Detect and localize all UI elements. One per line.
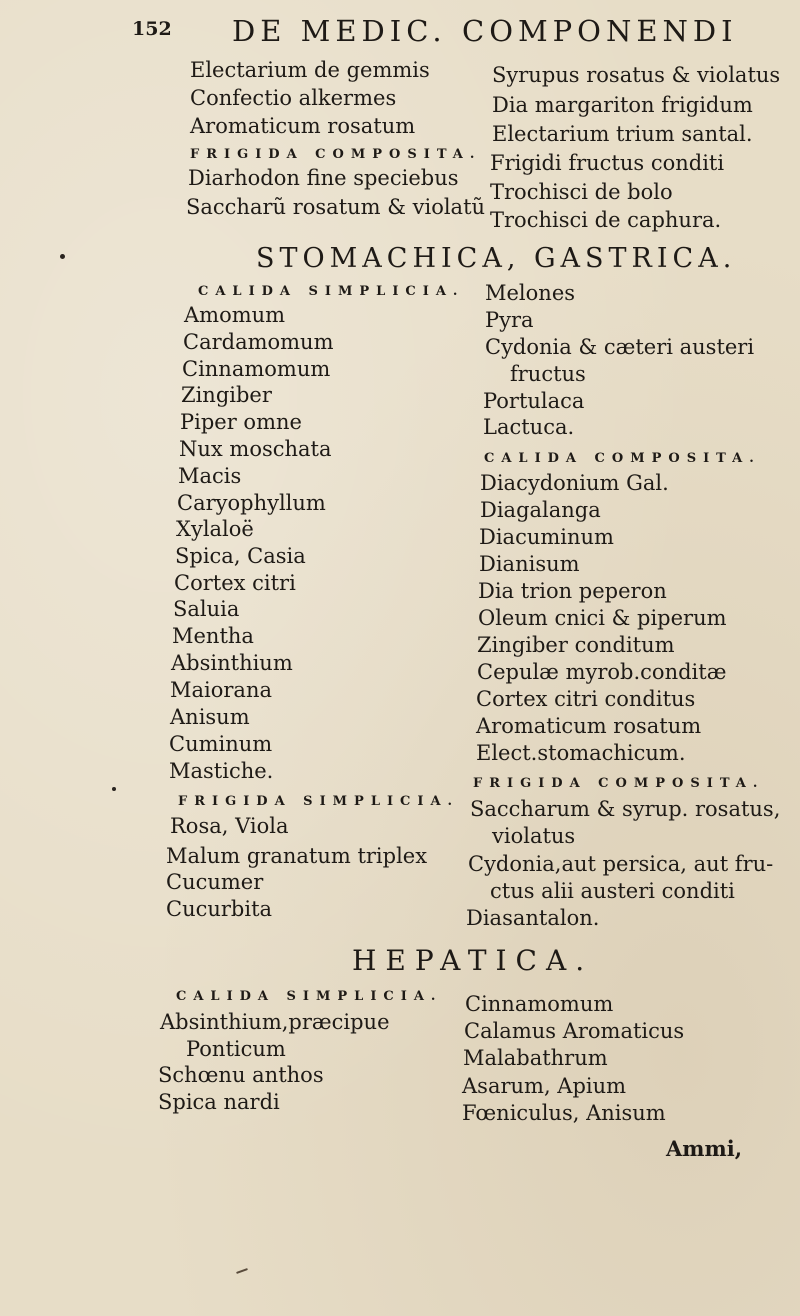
text-line: Absinthium,præcipue [160,1010,390,1034]
text-line: Electarium trium santal. [492,122,753,146]
text-line: Dianisum [479,552,580,576]
text-line: Diacuminum [479,525,614,549]
text-line: Cardamomum [183,330,334,354]
text-line: Xylaloë [176,517,254,541]
text-line: Cortex citri conditus [476,687,696,711]
text-line: Cucumer [166,870,264,894]
text-line: Cucurbita [166,897,273,921]
text-line: Saccharum & syrup. rosatus, [470,797,781,821]
text-line: Maiorana [170,678,272,702]
text-line: Pyra [485,308,534,332]
text-line: Spica, Casia [175,544,306,568]
ink-speck [236,1268,248,1274]
text-line: Malum granatum triplex [166,844,428,868]
text-line: Elect.stomachicum. [476,741,686,765]
text-line: violatus [492,824,576,848]
text-line: Caryophyllum [177,491,326,515]
catchword: Ammi, [666,1136,743,1161]
text-line: Zingiber conditum [477,633,675,657]
text-line: Aromaticum rosatum [190,114,416,138]
text-line: ctus alii austeri conditi [490,879,735,903]
text-line: Syrupus rosatus & violatus [492,63,781,87]
text-line: Cinnamomum [465,992,614,1016]
text-line: Amomum [184,303,286,327]
section-title: HEPATICA. [352,944,594,977]
subheading: CALIDA SIMPLICIA. [176,989,443,1004]
text-line: Anisum [170,705,250,729]
text-line: Diacydonium Gal. [480,471,669,495]
text-line: Diarhodon fine speciebus [188,166,459,190]
text-line: Aromaticum rosatum [476,714,702,738]
text-line: Mastiche. [169,759,274,783]
subheading: FRIGIDA COMPOSITA. [473,776,765,791]
text-line: Mentha [172,624,254,648]
text-line: Diasantalon. [466,906,600,930]
text-line: Frigidi fructus conditi [490,151,725,175]
text-line: Oleum cnici & piperum [478,606,727,630]
text-line: Malabathrum [463,1046,608,1070]
text-line: Piper omne [180,410,302,434]
text-line: Cydonia & cæteri austeri [485,335,755,359]
text-line: Trochisci de caphura. [490,208,722,232]
text-line: Cinnamomum [182,357,331,381]
page-number: 152 [132,18,172,40]
text-line: Confectio alkermes [190,86,397,110]
ink-speck [60,254,65,259]
subheading: CALIDA COMPOSITA. [484,451,761,466]
text-line: Cydonia,aut persica, aut fru- [468,852,774,876]
text-line: Cortex citri [174,571,296,595]
text-line: Portulaca [483,389,585,413]
text-line: fructus [510,362,586,386]
text-line: Macis [178,464,242,488]
subheading: FRIGIDA COMPOSITA. [190,147,482,162]
text-line: Nux moschata [179,437,332,461]
text-line: Trochisci de bolo [490,180,673,204]
section-title: STOMACHICA, GASTRICA. [256,243,737,274]
text-line: Melones [485,281,576,305]
text-line: Schœnu anthos [158,1063,324,1087]
text-line: Lactuca. [483,415,575,439]
text-line: Cuminum [169,732,273,756]
text-line: Zingiber [181,383,272,407]
text-line: Electarium de gemmis [190,58,430,82]
text-line: Absinthium [171,651,293,675]
text-line: Diagalanga [480,498,601,522]
text-line: Saluia [173,597,240,621]
subheading: FRIGIDA SIMPLICIA. [178,794,460,809]
text-line: Dia trion peperon [478,579,667,603]
text-line: Dia margariton frigidum [492,93,753,117]
text-line: Ponticum [186,1037,286,1061]
running-title-right: COMPONENDI [462,14,738,48]
subheading: CALIDA SIMPLICIA. [198,284,465,299]
text-line: Spica nardi [158,1090,280,1114]
text-line: Cepulæ myrob.conditæ [477,660,727,684]
text-line: Asarum, Apium [462,1074,627,1098]
ink-speck [112,787,116,791]
text-line: Calamus Aromaticus [464,1019,685,1043]
text-line: Saccharũ rosatum & violatũ [186,195,486,219]
text-line: Fœniculus, Anisum [462,1101,666,1125]
running-title-left: DE MEDIC. [232,14,447,48]
text-line: Rosa, Viola [170,814,289,838]
